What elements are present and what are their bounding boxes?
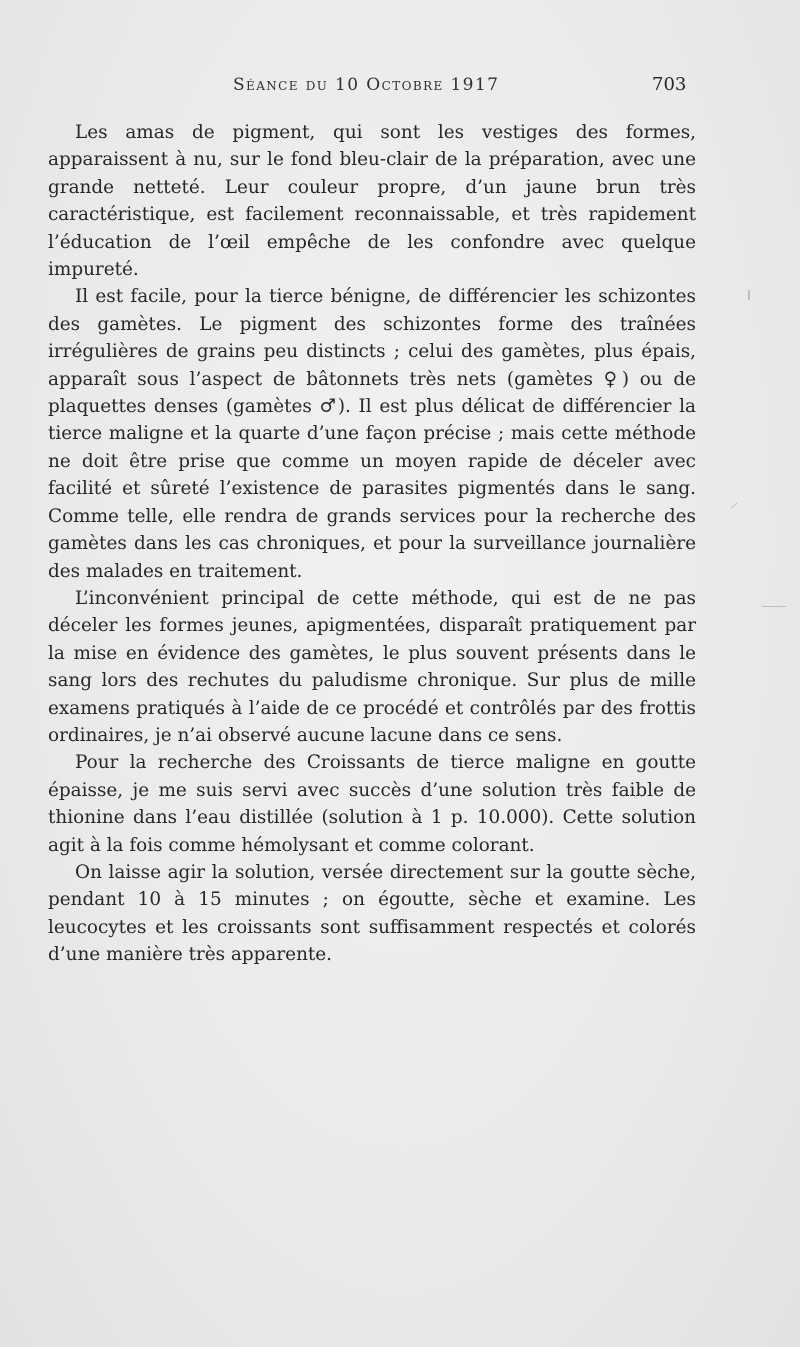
running-head: Séance du 10 Octobre 1917 (233, 75, 500, 95)
page-header (0, 72, 800, 98)
paragraph: On laisse agir la solution, versée directement sur la goutte sèche, pendant 10 à 15 minutes ; on égoutte, sèche et examine. Les leucocytes et les croissants sont suffisamment respectés et colorés d’une manière très apparente. (48, 861, 696, 966)
paragraph: Pour la recherche des Croissants de tierce maligne en goutte épaisse, je me suis servi avec succès d’une solution très faible de thionine dans l’eau distillée (solution à 1 p. 10.000). Cette solution agit à la fois comme hémolysant et comme colorant. (48, 752, 696, 856)
paragraph: Il est facile, pour la tierce bénigne, de différencier les schizontes des gamètes. Le pigment des schizontes forme des traînées irrégulières de grains peu distincts ; celui des gamètes, plus épais, apparaît sous l’aspect de bâtonnets très nets (gamètes ♀) ou de plaquettes denses (gamètes ♂). Il est plus délicat de différencier la tierce maligne et la quarte d’une façon précise ; mais cette méthode ne doit être prise que comme un moyen rapide de déceler avec facilité et sûreté l’existence de parasites pigmentés dans le sang. Comme telle, elle rendra de grands services pour la recherche des gamètes dans les cas chroniques, et pour la surveillance journalière des malades en traitement. (48, 286, 696, 582)
paragraph: L’inconvénient principal de cette méthode, qui est de ne pas déceler les formes jeunes, apigmentées, disparaît pratiquement par la mise en évidence des gamètes, le plus souvent présents dans le sang lors des rechutes du paludisme chronique. Sur plus de mille examens pratiqués à l’aide de ce procédé et contrôlés par des frottis ordinaires, je n’ai observé aucune lacune dans ce sens. (48, 587, 696, 746)
scan-mark (762, 606, 786, 607)
scan-mark (748, 290, 750, 300)
scan-mark (731, 503, 738, 509)
paragraph: Les amas de pigment, qui sont les vestiges des formes, apparaissent à nu, sur le fond bleu-clair de la préparation, avec une grande netteté. Leur couleur propre, d’un jaune brun très caractéristique, est facilement reconnaissable, et très rapidement l’éducation de l’œil empêche de les confondre avec quelque impureté. (48, 122, 696, 281)
page-number: 703 (652, 74, 687, 95)
body-text (48, 119, 696, 969)
